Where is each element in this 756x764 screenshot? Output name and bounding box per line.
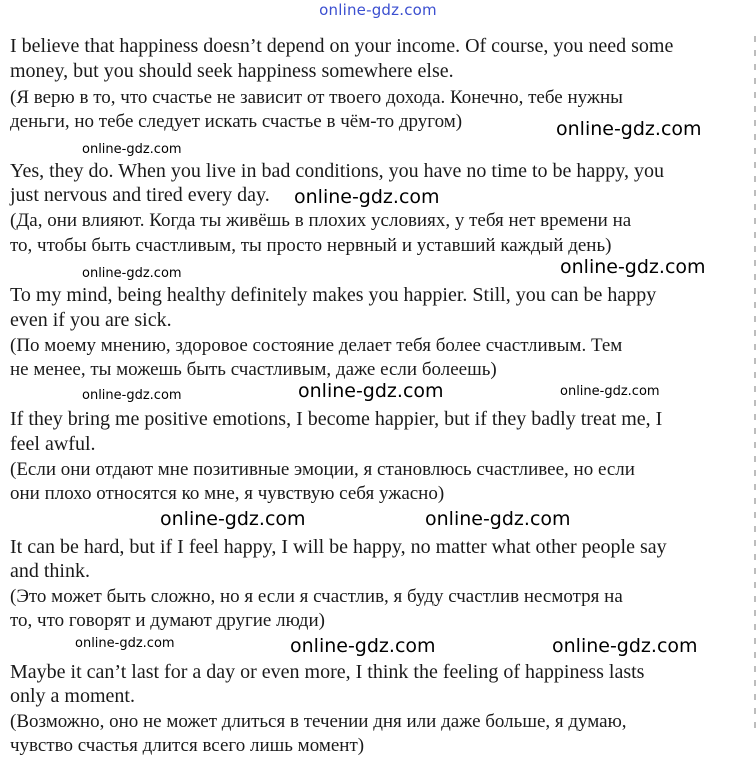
paragraph-6-en-line-2: only a moment.	[10, 685, 135, 707]
paragraph-5-ru-line-2: то, что говорят и думают другие люди)	[10, 610, 325, 631]
watermark: online-gdz.com	[82, 142, 182, 157]
watermark: online-gdz.com	[560, 256, 706, 278]
paragraph-2-ru-line-1: (Да, они влияют. Когда ты живёшь в плохих условиях, у тебя нет времени на	[10, 210, 632, 231]
paragraph-5-en-line-1: It can be hard, but if I feel happy, I will be happy, no matter what other people say	[10, 536, 667, 558]
paragraph-2-en-line-2: just nervous and tired every day.	[10, 184, 270, 206]
watermark: online-gdz.com	[82, 266, 182, 281]
paragraph-4-ru-line-2: они плохо относятся ко мне, я чувствую себя ужасно)	[10, 483, 445, 504]
watermark: online-gdz.com	[560, 384, 660, 399]
watermark: online-gdz.com	[294, 186, 440, 208]
paragraph-4-en-line-1: If they bring me positive emotions, I become happier, but if they badly treat me, I	[10, 408, 663, 430]
paragraph-5-ru-line-1: (Это может быть сложно, но я если я счастлив, я буду счастлив несмотря на	[10, 586, 623, 607]
watermark: online-gdz.com	[556, 118, 702, 140]
paragraph-1-en-line-1: I believe that happiness doesn’t depend on your income. Of course, you need some	[10, 35, 674, 57]
paragraph-3-en-line-2: even if you are sick.	[10, 309, 172, 331]
watermark: online-gdz.com	[298, 380, 444, 402]
paragraph-4-ru-line-1: (Если они отдают мне позитивные эмоции, я становлюсь счастливее, но если	[10, 459, 635, 480]
paragraph-1-ru-line-2: деньги, но тебе следует искать счастье в чём-то другом)	[10, 111, 463, 132]
watermark: online-gdz.com	[290, 635, 436, 657]
paragraph-6-ru-line-2: чувство счастья длится всего лишь момент)	[10, 735, 365, 756]
watermark: online-gdz.com	[425, 508, 571, 530]
watermark: online-gdz.com	[75, 636, 175, 651]
paragraph-1-ru-line-1: (Я верю в то, что счастье не зависит от твоего дохода. Конечно, тебе нужны	[10, 87, 623, 108]
watermark: online-gdz.com	[82, 388, 182, 403]
watermark: online-gdz.com	[160, 508, 306, 530]
paragraph-6-ru-line-1: (Возможно, оно не может длиться в течении дня или даже больше, я думаю,	[10, 711, 627, 732]
paragraph-5-en-line-2: and think.	[10, 560, 90, 582]
paragraph-3-en-line-1: To my mind, being healthy definitely makes you happier. Still, you can be happy	[10, 284, 657, 306]
watermark: online-gdz.com	[552, 635, 698, 657]
paragraph-6-en-line-1: Maybe it can’t last for a day or even more, I think the feeling of happiness lasts	[10, 661, 645, 683]
paragraph-3-ru-line-1: (По моему мнению, здоровое состояние делает тебя более счастливым. Тем	[10, 335, 623, 356]
paragraph-3-ru-line-2: не менее, ты можешь быть счастливым, даже если болеешь)	[10, 359, 497, 380]
paragraph-4-en-line-2: feel awful.	[10, 433, 96, 455]
paragraph-2-en-line-1: Yes, they do. When you live in bad conditions, you have no time to be happy, you	[10, 160, 664, 182]
paragraph-1-en-line-2: money, but you should seek happiness somewhere else.	[10, 60, 454, 82]
paragraph-2-ru-line-2: то, чтобы быть счастливым, ты просто нервный и уставший каждый день)	[10, 235, 612, 256]
header-watermark: online-gdz.com	[319, 1, 437, 19]
